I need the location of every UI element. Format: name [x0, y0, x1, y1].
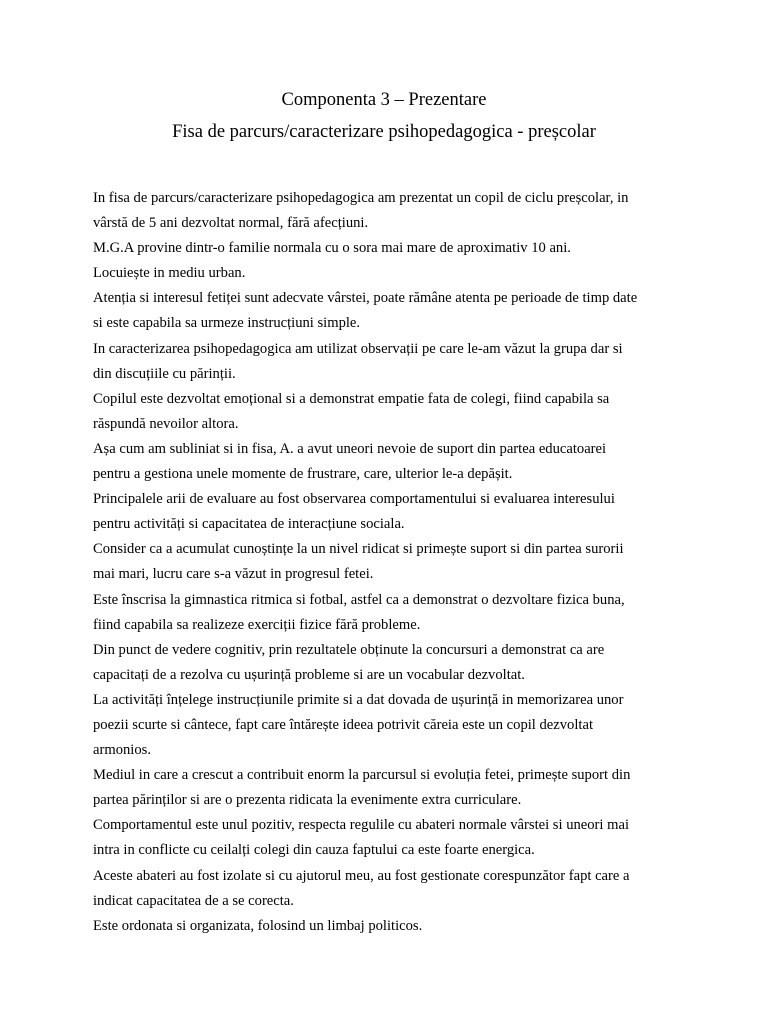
text-line: Comportamentul este unul pozitiv, respecta regulile cu abateri normale vârstei si uneori mai: [93, 817, 630, 834]
text-line: Este ordonata si organizata, folosind un limbaj politicos.: [93, 917, 423, 934]
document-body: [93, 186, 683, 939]
paragraph: [93, 236, 683, 261]
text-line: partea părinților si are o prezenta ridicata la evenimente extra curriculare.: [93, 792, 522, 809]
paragraph: [93, 688, 683, 763]
text-line: M.G.A provine dintr-o familie normala cu o sora mai mare de aproximativ 10 ani.: [93, 240, 571, 257]
text-line: armonios.: [93, 742, 151, 759]
paragraph: [93, 261, 683, 286]
paragraph: [93, 186, 683, 236]
text-line: intra in conflicte cu ceilalți colegi din cauza faptului ca este foarte energica.: [93, 842, 535, 859]
paragraph: [93, 387, 683, 437]
text-line: pentru activități si capacitatea de interacțiune sociala.: [93, 516, 405, 533]
text-line: fiind capabila sa realizeze exerciții fizice fără probleme.: [93, 616, 421, 633]
paragraph: [93, 487, 683, 537]
text-line: capacitați de a rezolva cu ușurință probleme si are un vocabular dezvoltat.: [93, 666, 525, 683]
paragraph: [93, 864, 683, 914]
text-line: indicat capacitatea de a se corecta.: [93, 892, 294, 909]
paragraph: [93, 763, 683, 813]
text-line: Din punct de vedere cognitiv, prin rezultatele obținute la concursuri a demonstrat ca are: [93, 641, 605, 658]
text-line: In caracterizarea psihopedagogica am utilizat observații pe care le-am văzut la grupa dar si: [93, 340, 623, 357]
text-line: La activități înțelege instrucțiunile primite si a dat dovada de ușurință in memorizarea unor: [93, 691, 624, 708]
paragraph: [93, 638, 683, 688]
paragraph: [93, 813, 683, 863]
document-title: Componenta 3 – Prezentare: [281, 90, 487, 110]
text-line: din discuțiile cu părinții.: [93, 365, 236, 382]
paragraph: [93, 437, 683, 487]
text-line: Aceste abateri au fost izolate si cu ajutorul meu, au fost gestionate corespunzător fapt care a: [93, 867, 630, 884]
text-line: Este înscrisa la gimnastica ritmica si fotbal, astfel ca a demonstrat o dezvoltare fizica buna,: [93, 591, 625, 608]
text-line: si este capabila sa urmeze instrucțiuni simple.: [93, 315, 361, 332]
text-line: mai mari, lucru care s-a văzut in progresul fetei.: [93, 566, 374, 583]
paragraph: [93, 337, 683, 387]
paragraph: [93, 537, 683, 587]
paragraph: [93, 588, 683, 638]
text-line: Copilul este dezvoltat emoțional si a demonstrat empatie fata de colegi, fiind capabila sa: [93, 390, 610, 407]
text-line: Principalele arii de evaluare au fost observarea comportamentului si evaluarea interesului: [93, 491, 615, 508]
paragraph: [93, 286, 683, 336]
text-line: pentru a gestiona unele momente de frustrare, care, ulterior le-a depășit.: [93, 466, 513, 483]
text-line: vârstă de 5 ani dezvoltat normal, fără afecțiuni.: [93, 215, 369, 232]
text-line: poezii scurte si cântece, fapt care întărește ideea potrivit căreia este un copil dezvoltat: [93, 716, 593, 733]
text-line: Așa cum am subliniat si in fisa, A. a avut uneori nevoie de suport din partea educatoarei: [93, 440, 607, 457]
text-line: Atenția si interesul fetiței sunt adecvate vârstei, poate rămâne atenta pe perioade de timp date: [93, 290, 638, 307]
text-line: Locuiește in mediu urban.: [93, 265, 246, 282]
text-line: Mediul in care a crescut a contribuit enorm la parcursul si evoluția fetei, primește suport din: [93, 767, 631, 784]
document-subtitle: Fisa de parcurs/caracterizare psihopedagogica - preșcolar: [172, 122, 596, 142]
text-line: In fisa de parcurs/caracterizare psihopedagogica am prezentat un copil de ciclu preșcolar, in: [93, 190, 629, 206]
text-line: Consider ca a acumulat cunoștințe la un nivel ridicat si primește suport si din partea surorii: [93, 541, 624, 558]
text-line: răspundă nevoilor altora.: [93, 415, 239, 432]
paragraph: [93, 914, 683, 939]
